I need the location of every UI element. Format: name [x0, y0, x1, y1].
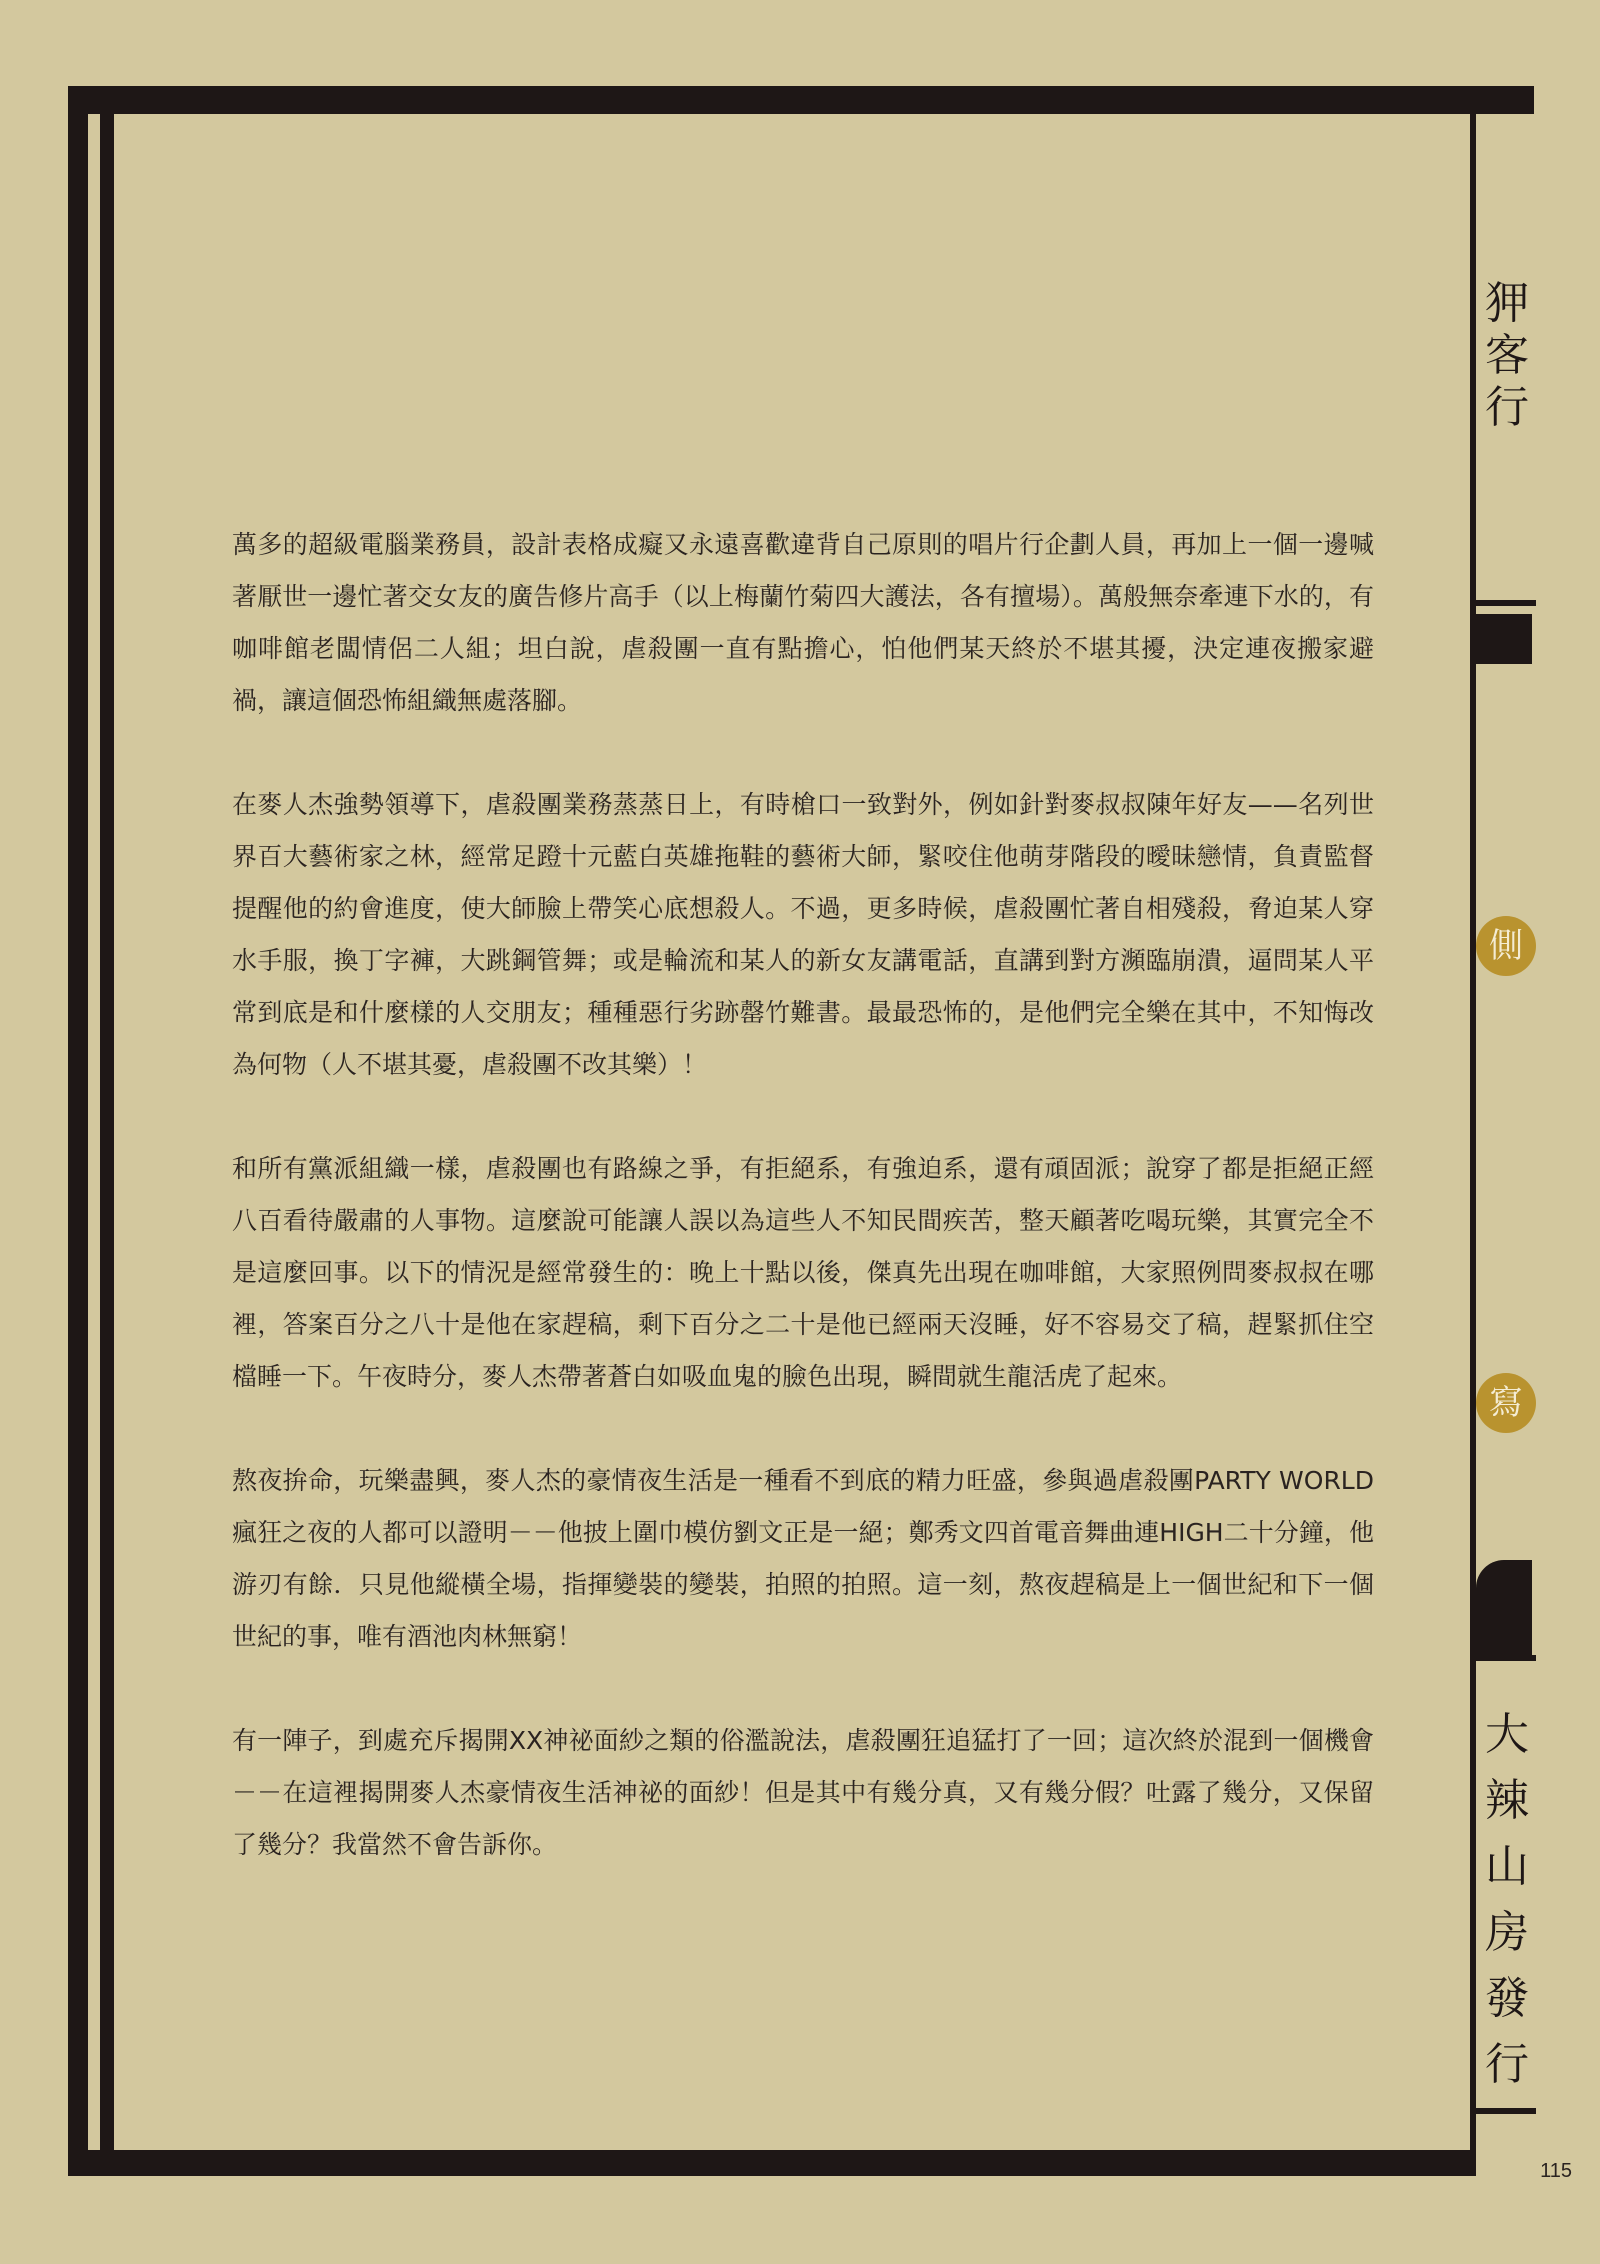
paragraph-5: 有一陣子，到處充斥揭開XX神祕面紗之類的俗濫說法，虐殺團狂追猛打了一回；這次終於混到一個機會－－在這裡揭開麥人杰豪情夜生活神祕的面紗！但是其中有幾分真，又有幾分假？吐露了幾分，又保留了幾分？我當然不會告訴你。 [232, 1726, 1374, 1859]
publisher-label: 大辣山房發行 [1485, 1709, 1529, 2090]
paragraph-1: 萬多的超級電腦業務員，設計表格成癡又永遠喜歡違背自己原則的唱片行企劃人員，再加上一個一邊喊著厭世一邊忙著交女友的廣告修片高手（以上梅蘭竹菊四大護法，各有擅場）。萬般無奈牽連下水的，有咖啡館老闆情侶二人組；坦白說，虐殺團一直有點擔心，怕他們某天終於不堪其擾，決定連夜搬家避禍，讓這個恐怖組織無處落腳。 [232, 530, 1374, 715]
side-title: 狎客行 [1485, 278, 1529, 433]
frame-top-border [68, 86, 1534, 114]
frame-bottom-border [68, 2150, 1474, 2176]
paragraph-2: 在麥人杰強勢領導下，虐殺團業務蒸蒸日上，有時槍口一致對外，例如針對麥叔叔陳年好友——名列世界百大藝術家之林，經常足蹬十元藍白英雄拖鞋的藝術大師，緊咬住他萌芽階段的曖昧戀情，負責監督提醒他的約會進度，使大師臉上帶笑心底想殺人。不過，更多時候，虐殺團忙著自相殘殺，脅迫某人穿水手服，換丁字褲，大跳鋼管舞；或是輪流和某人的新女友講電話，直講到對方瀕臨崩潰，逼問某人平常到底是和什麼樣的人交朋友；種種惡行劣跡罄竹難書。最最恐怖的，是他們完全樂在其中，不知悔改為何物（人不堪其憂，虐殺團不改其樂）！ [232, 790, 1374, 1079]
paragraph-3: 和所有黨派組織一樣，虐殺團也有路線之爭，有拒絕系，有強迫系，還有頑固派；說穿了都是拒絕正經八百看待嚴肅的人事物。這麼說可能讓人誤以為這些人不知民間疾苦，整天顧著吃喝玩樂，其實完全不是這麼回事。以下的情況是經常發生的：晚上十點以後，傑真先出現在咖啡館，大家照例問麥叔叔在哪裡，答案百分之八十是他在家趕稿，剩下百分之二十是他已經兩天沒睡，好不容易交了稿，趕緊抓住空檔睡一下。午夜時分，麥人杰帶著蒼白如吸血鬼的臉色出現，瞬間就生龍活虎了起來。 [232, 1154, 1374, 1391]
article-body [232, 519, 1374, 1871]
frame-right-border [1470, 112, 1476, 2176]
side-rule-bottom [1476, 2108, 1536, 2114]
side-rule-top [1476, 600, 1536, 606]
side-badge-2: 寫 [1476, 1373, 1536, 1433]
paragraph-4: 熬夜拚命，玩樂盡興，麥人杰的豪情夜生活是一種看不到底的精力旺盛，參與過虐殺團PARTY WORLD瘋狂之夜的人都可以證明－－他披上圍巾模仿劉文正是一絕；鄭秀文四首電音舞曲連HIGH二十分鐘，他游刃有餘．只見他縱橫全場，指揮變裝的變裝，拍照的拍照。這一刻，熬夜趕稿是上一個世紀和下一個世紀的事，唯有酒池肉林無窮！ [232, 1466, 1374, 1651]
side-badge-1: 側 [1476, 916, 1536, 976]
frame-left-inner-border [100, 112, 114, 2152]
side-black-block-lower [1476, 1560, 1532, 1655]
frame-left-outer-border [68, 86, 88, 2176]
page-number: 115 [1540, 2160, 1572, 2182]
side-black-block-upper [1476, 614, 1532, 664]
side-rule-middle [1476, 1655, 1536, 1661]
